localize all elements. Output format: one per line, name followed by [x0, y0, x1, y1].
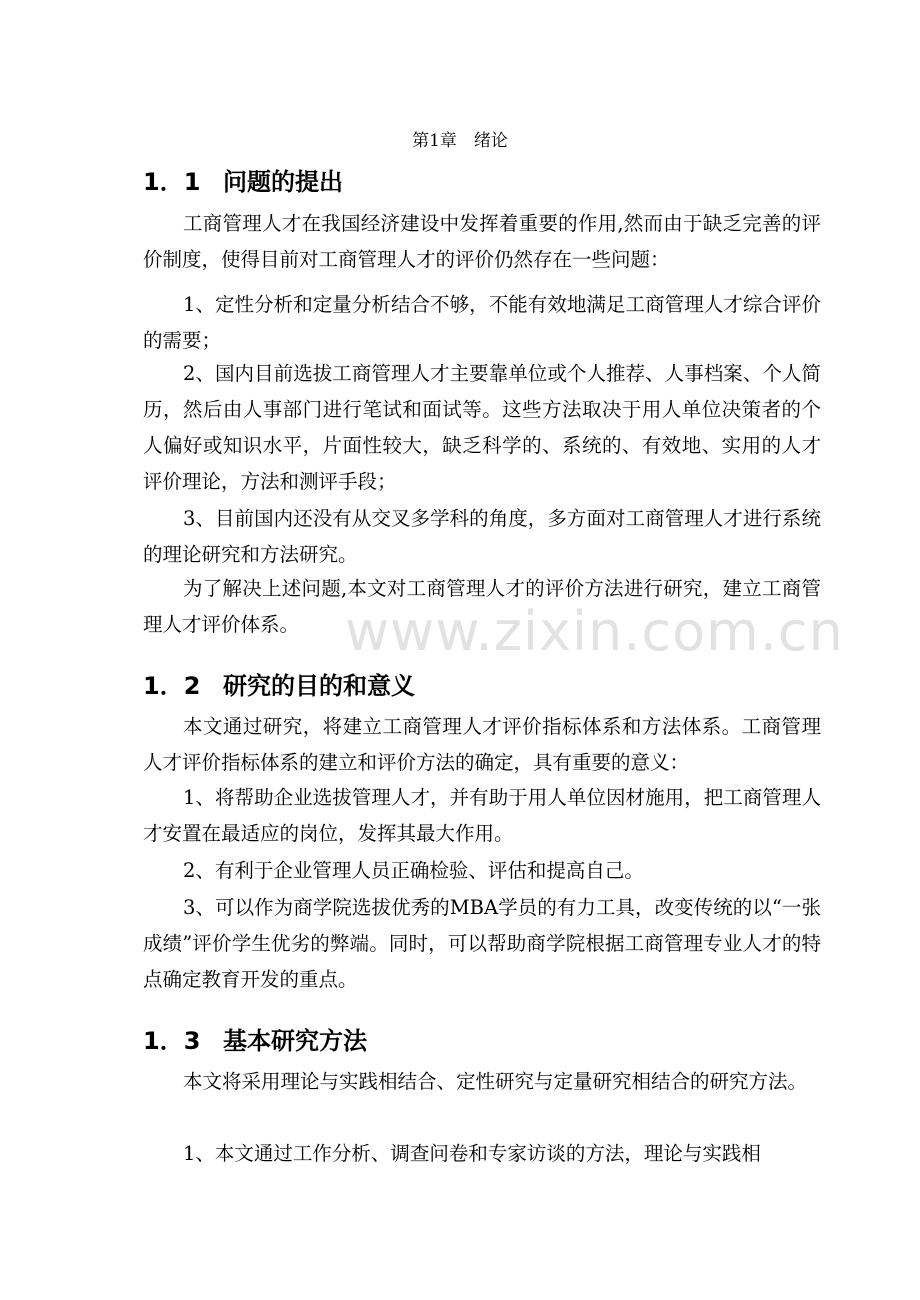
section-number: 1．2 [143, 672, 201, 700]
paragraph: 2、有利于企业管理人员正确检验、评估和提高自己。 [183, 859, 644, 882]
section-heading-1-2 [143, 670, 415, 702]
paragraph: 3、目前国内还没有从交叉多学科的角度，多方面对工商管理人才进行系统的理论研究和方法研究。 [143, 507, 821, 566]
paragraph: 2、国内目前选拔工商管理人才主要靠单位或个人推荐、人事档案、个人简历，然后由人事部门进行笔试和面试等。这些方法取决于用人单位决策者的个人偏好或知识水平，片面性较大，缺乏科学的、系统的、有效地、实用的人才评价理论，方法和测评手段； [143, 362, 821, 493]
section-title: 研究的目的和意义 [223, 672, 415, 700]
paragraph: 1、本文通过工作分析、调查问卷和专家访谈的方法，理论与实践相 [183, 1142, 761, 1165]
section-heading-1-1 [143, 166, 343, 198]
paragraph: 1、定性分析和定量分析结合不够，不能有效地满足工商管理人才综合评价的需要； [143, 293, 821, 352]
paragraph: 3、可以作为商学院选拔优秀的MBA学员的有力工具，改变传统的以“一张成绩”评价学生优劣的弊端。同时，可以帮助商学院根据工商管理专业人才的特点确定教育开发的重点。 [143, 896, 821, 991]
section-title: 问题的提出 [223, 168, 343, 196]
paragraph: 工商管理人才在我国经济建设中发挥着重要的作用,然而由于缺乏完善的评价制度，使得目前对工商管理人才的评价仍然存在一些问题： [143, 212, 821, 271]
paragraph: 本文通过研究，将建立工商管理人才评价指标体系和方法体系。工商管理人才评价指标体系的建立和评价方法的确定，具有重要的意义： [143, 715, 821, 774]
paragraph: 为了解决上述问题,本文对工商管理人才的评价方法进行研究，建立工商管理人才评价体系。 [143, 577, 821, 636]
paragraph: 1、将帮助企业选拔管理人才，并有助于用人单位因材施用，把工商管理人才安置在最适应的岗位，发挥其最大作用。 [143, 786, 821, 845]
watermark: www.zixin.com.cn [345, 600, 844, 663]
chapter-title: 第1章 绪论 [412, 131, 508, 151]
section-number: 1．3 [143, 1027, 201, 1055]
paragraph: 本文将采用理论与实践相结合、定性研究与定量研究相结合的研究方法。 [183, 1070, 808, 1093]
section-number: 1．1 [143, 168, 201, 196]
section-title: 基本研究方法 [223, 1027, 367, 1055]
section-heading-1-3 [143, 1025, 367, 1057]
